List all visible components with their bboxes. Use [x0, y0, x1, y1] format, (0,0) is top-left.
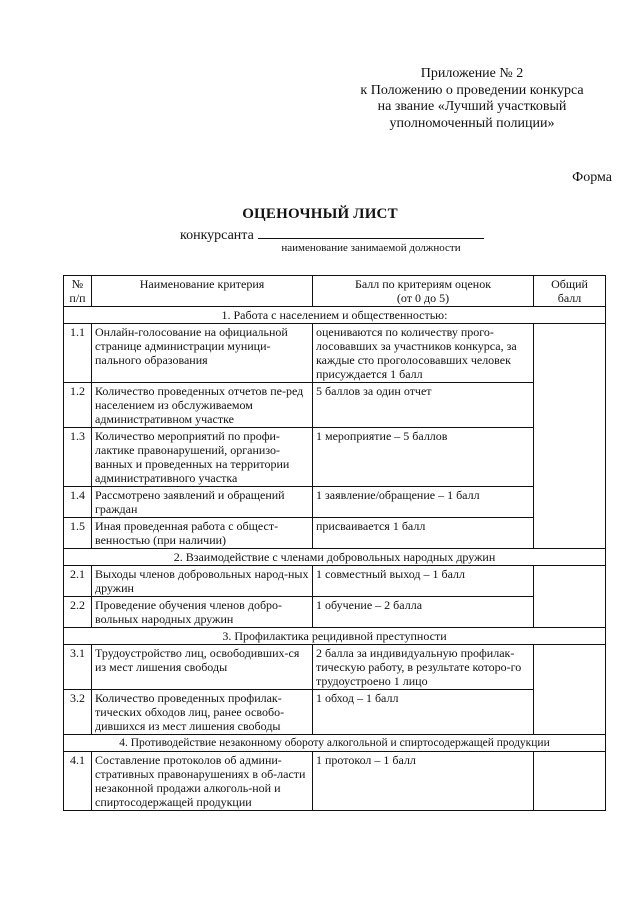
header-score: Балл по критериям оценок (от 0 до 5): [313, 276, 534, 307]
section-row: [64, 307, 606, 324]
row-criterion: Количество проведенных отчетов пе-ред населением из обслуживаемом административном участке: [92, 383, 313, 428]
row-score: оцениваются по количеству прого-лосовавших за участников конкурса, за каждые сто проголосовавших человек присуждается 1 балл: [313, 324, 534, 383]
section-title: 2. Взаимодействие с членами добровольных народных дружин: [64, 549, 606, 566]
annex-header: [342, 66, 602, 132]
row-score: 2 балла за индивидуальную профилак-тическую работу, в результате которо-го трудоустроено 1 лицо: [313, 645, 534, 690]
annex-line: к Положению о проведении конкурса: [360, 82, 584, 98]
contestant-blank-line[interactable]: [258, 224, 484, 239]
row-num: 2.2: [64, 597, 92, 628]
section-total-cell[interactable]: [534, 752, 606, 811]
row-num: 2.1: [64, 566, 92, 597]
row-criterion: Проведение обучения членов добро-вольных народных дружин: [92, 597, 313, 628]
header-criterion: Наименование критерия: [92, 276, 313, 307]
row-criterion: Рассмотрено заявлений и обращений граждан: [92, 487, 313, 518]
header-total: Общий балл: [534, 276, 606, 307]
row-score: 1 обход – 1 балл: [313, 690, 534, 735]
table-header-row: [64, 276, 606, 307]
table-row: [64, 566, 606, 597]
table-row: [64, 645, 606, 690]
section-title: 1. Работа с населением и общественностью:: [64, 307, 606, 324]
row-num: 1.2: [64, 383, 92, 428]
row-num: 1.1: [64, 324, 92, 383]
row-score: 5 баллов за один отчет: [313, 383, 534, 428]
section-row: [64, 628, 606, 645]
section-row: [64, 735, 606, 752]
table-row: [64, 752, 606, 811]
position-caption: наименование занимаемой должности: [281, 242, 461, 254]
contestant-label: конкурсанта: [180, 228, 254, 243]
table-row: [64, 324, 606, 383]
row-num: 1.5: [64, 518, 92, 549]
section-row: [64, 549, 606, 566]
row-num: 4.1: [64, 752, 92, 811]
contestant-field: [180, 224, 484, 244]
row-num: 3.1: [64, 645, 92, 690]
row-criterion: Трудоустройство лиц, освободивших-ся из мест лишения свободы: [92, 645, 313, 690]
row-criterion: Иная проведенная работа с общест-венностью (при наличии): [92, 518, 313, 549]
annex-line: Приложение № 2: [420, 66, 524, 81]
row-score: 1 протокол – 1 балл: [313, 752, 534, 811]
row-score: присваивается 1 балл: [313, 518, 534, 549]
row-criterion: Онлайн-голосование на официальной странице администрации муници-пального образования: [92, 324, 313, 383]
table-row: [64, 383, 606, 428]
row-num: 1.3: [64, 428, 92, 487]
row-score: 1 совместный выход – 1 балл: [313, 566, 534, 597]
row-score: 1 мероприятие – 5 баллов: [313, 428, 534, 487]
table-row: [64, 428, 606, 487]
row-criterion: Количество мероприятий по профи-лактике правонарушений, организо-ванных и проведенных на территории административного участка: [92, 428, 313, 487]
evaluation-table: [63, 275, 606, 811]
annex-line: уполномоченный полиции»: [389, 115, 555, 131]
section-title: 3. Профилактика рецидивной преступности: [64, 628, 606, 645]
row-criterion: Количество проведенных профилак-тических обходов лиц, ранее освобо-дившихся из мест лишения свободы: [92, 690, 313, 735]
header-num: № п/п: [64, 276, 92, 307]
row-num: 1.4: [64, 487, 92, 518]
section-total-cell[interactable]: [534, 566, 606, 628]
section-total-cell[interactable]: [534, 324, 606, 549]
row-criterion: Составление протоколов об админи-стративных правонарушениях в об-ласти незаконной продажи алкоголь-ной и спиртосодержащей продукции: [92, 752, 313, 811]
form-label: Форма: [572, 170, 612, 185]
row-score: 1 обучение – 2 балла: [313, 597, 534, 628]
table-row: [64, 518, 606, 549]
row-score: 1 заявление/обращение – 1 балл: [313, 487, 534, 518]
row-num: 3.2: [64, 690, 92, 735]
row-criterion: Выходы членов добровольных народ-ных дружин: [92, 566, 313, 597]
annex-line: на звание «Лучший участковый: [377, 99, 567, 114]
section-title: 4. Противодействие незаконному обороту алкогольной и спиртосодержащей продукции: [64, 735, 606, 752]
table-row: [64, 597, 606, 628]
section-total-cell[interactable]: [534, 645, 606, 735]
table-row: [64, 487, 606, 518]
table-row: [64, 690, 606, 735]
document-title: ОЦЕНОЧНЫЙ ЛИСТ: [242, 206, 398, 222]
